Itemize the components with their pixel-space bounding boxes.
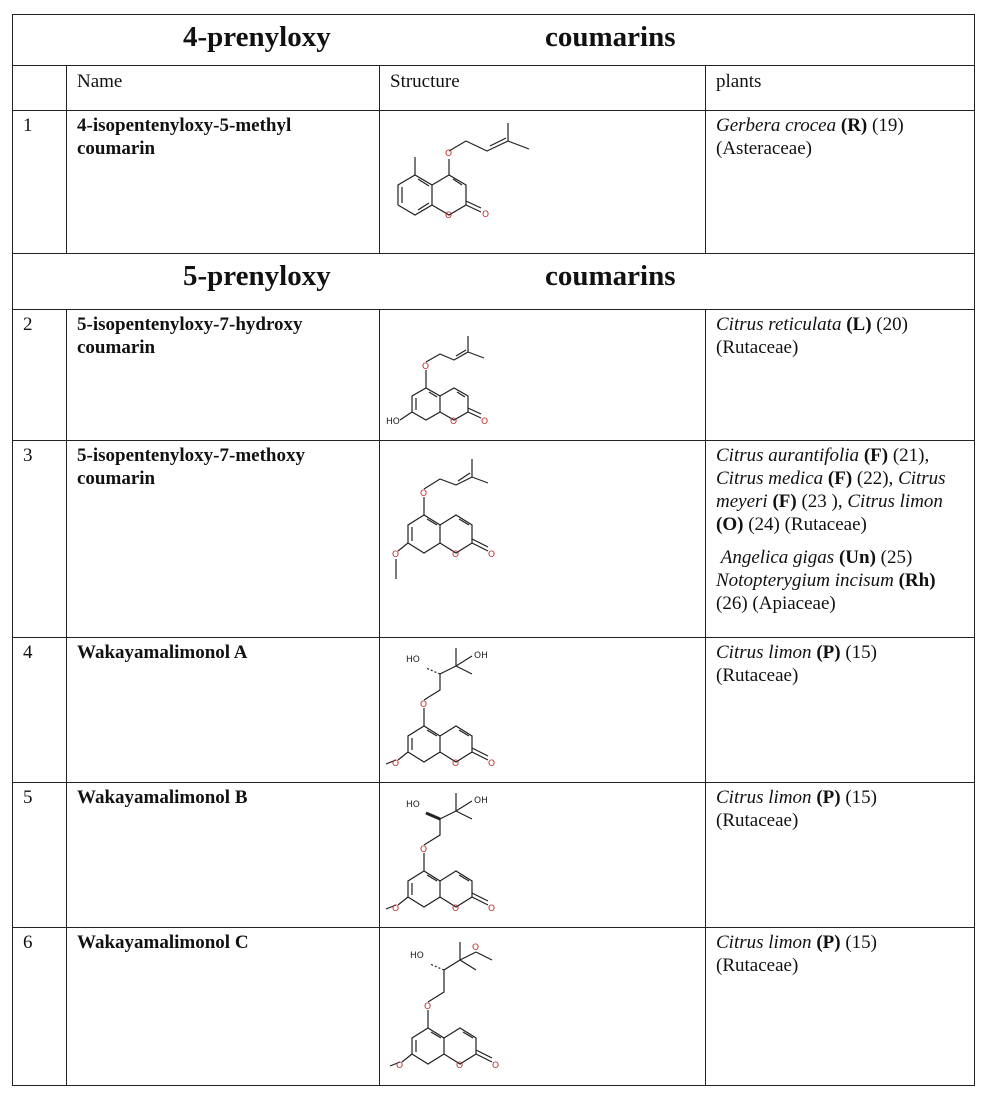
oxygen-label: O [482, 210, 490, 220]
section-header [13, 254, 975, 310]
reference: (23 ), [801, 491, 843, 512]
plant-part: (F) [863, 445, 889, 466]
hydroxyl-label: HO [406, 800, 420, 810]
row-number: 3 [13, 441, 67, 638]
reference: (15) [845, 932, 877, 953]
plant-part: (O) [716, 514, 744, 535]
structure-cell [380, 638, 706, 783]
plants-cell [706, 638, 975, 783]
row-number: 5 [13, 783, 67, 928]
plant-species: Citrus aurantifolia [716, 445, 860, 466]
oxygen-label: O [445, 149, 453, 159]
hydroxyl-label: OH [474, 651, 488, 661]
section-title-word2: coumarins [545, 21, 676, 53]
plant-part: (R) [840, 115, 868, 136]
section-header-row [13, 254, 975, 310]
structure-drawing [384, 785, 700, 923]
oxygen-label: O [396, 1061, 404, 1071]
compound-name: Wakayamalimonol A [67, 638, 380, 783]
structure-drawing [384, 640, 700, 778]
reference: (24) [748, 514, 780, 535]
reference: (15) [845, 642, 877, 663]
plant-family: (Rutaceae) [784, 514, 867, 535]
structure-cell [380, 928, 706, 1086]
table-row [13, 310, 975, 441]
reference: (22), [856, 468, 894, 489]
plant-species: Notopterygium incisum [716, 570, 894, 591]
structure-drawing [384, 312, 700, 436]
hydroxyl-label: HO [386, 417, 400, 427]
plant-part: (Rh) [898, 570, 936, 591]
structure-drawing [384, 443, 700, 633]
structure-cell [380, 783, 706, 928]
oxygen-label: O [420, 700, 428, 710]
plants-cell [706, 783, 975, 928]
oxygen-label: O [456, 1061, 464, 1071]
plant-species: Citrus limon [716, 642, 812, 663]
plant-species: Citrus limon [716, 787, 812, 808]
section-header-row [13, 15, 975, 66]
oxygen-label: O [488, 904, 496, 914]
oxygen-label: O [445, 211, 453, 221]
compound-name: Wakayamalimonol B [67, 783, 380, 928]
oxygen-label: O [472, 943, 480, 953]
plant-part: (F) [827, 468, 853, 489]
row-number: 2 [13, 310, 67, 441]
structure-cell [380, 310, 706, 441]
oxygen-label: O [452, 759, 460, 769]
plant-species: Citrus medica [716, 468, 824, 489]
compound-name: 5-isopentenyloxy-7-methoxy coumarin [67, 441, 380, 638]
plants-cell [706, 441, 975, 638]
reference: (25) [880, 547, 913, 568]
compound-name: 5-isopentenyloxy-7-hydroxy coumarin [67, 310, 380, 441]
section-title-word1: 4-prenyloxy [183, 21, 331, 53]
row-number: 6 [13, 928, 67, 1086]
header-structure: Structure [380, 66, 706, 111]
table-row [13, 111, 975, 254]
structure-drawing [384, 930, 700, 1080]
hydroxyl-label: HO [410, 951, 424, 961]
table-row [13, 638, 975, 783]
plant-species: Angelica gigas [720, 547, 835, 568]
plant-part: (Un) [838, 547, 876, 568]
table-row [13, 441, 975, 638]
header-num [13, 66, 67, 111]
oxygen-label: O [422, 362, 430, 372]
structure-drawing [384, 113, 700, 249]
oxygen-label: O [481, 417, 489, 427]
oxygen-label: O [492, 1061, 500, 1071]
oxygen-label: O [420, 845, 428, 855]
structure-cell [380, 441, 706, 638]
section-header [13, 15, 975, 66]
reference: (15) [845, 787, 877, 808]
plant-part: (F) [772, 491, 797, 512]
oxygen-label: O [420, 489, 428, 499]
plant-species: Citrus limon [716, 932, 812, 953]
plant-part: (P) [816, 642, 841, 663]
reference: (21), [892, 445, 930, 466]
oxygen-label: O [392, 759, 400, 769]
table-row [13, 928, 975, 1086]
oxygen-label: O [452, 550, 460, 560]
oxygen-label: O [392, 550, 400, 560]
reference: (19) [872, 115, 904, 136]
plant-part: (P) [816, 787, 841, 808]
structure-cell [380, 111, 706, 254]
plant-family: (Rutaceae) [716, 337, 799, 358]
reference: (26) [716, 593, 748, 614]
plant-species: Gerbera crocea [716, 115, 837, 136]
plant-part: (L) [846, 314, 872, 335]
row-number: 4 [13, 638, 67, 783]
plant-species: Citrus reticulata [716, 314, 842, 335]
section-title-word2: coumarins [545, 260, 676, 292]
section-title-word1: 5-prenyloxy [183, 260, 331, 292]
hydroxyl-label: HO [406, 655, 420, 665]
oxygen-label: O [488, 759, 496, 769]
plant-family: (Asteraceae) [716, 138, 812, 159]
oxygen-label: O [452, 904, 460, 914]
compound-name: 4-isopentenyloxy-5-methyl coumarin [67, 111, 380, 254]
table-row [13, 783, 975, 928]
oxygen-label: O [392, 904, 400, 914]
plant-species: Citrus limon [847, 491, 943, 512]
plants-cell [706, 111, 975, 254]
header-name: Name [67, 66, 380, 111]
compound-name: Wakayamalimonol C [67, 928, 380, 1086]
plant-family: (Apiaceae) [752, 593, 836, 614]
plant-part: (P) [816, 932, 841, 953]
oxygen-label: O [450, 417, 458, 427]
row-number: 1 [13, 111, 67, 254]
plants-cell [706, 928, 975, 1086]
column-header-row [13, 66, 975, 111]
oxygen-label: O [424, 1002, 432, 1012]
plant-species: Citrus meyeri [716, 468, 946, 512]
reference: (20) [876, 314, 908, 335]
oxygen-label: O [488, 550, 496, 560]
coumarin-table [12, 14, 975, 1086]
plant-family: (Rutaceae) [716, 810, 799, 831]
hydroxyl-label: OH [474, 796, 488, 806]
header-plants: plants [706, 66, 975, 111]
plant-family: (Rutaceae) [716, 665, 799, 686]
plant-family: (Rutaceae) [716, 955, 799, 976]
plants-cell [706, 310, 975, 441]
